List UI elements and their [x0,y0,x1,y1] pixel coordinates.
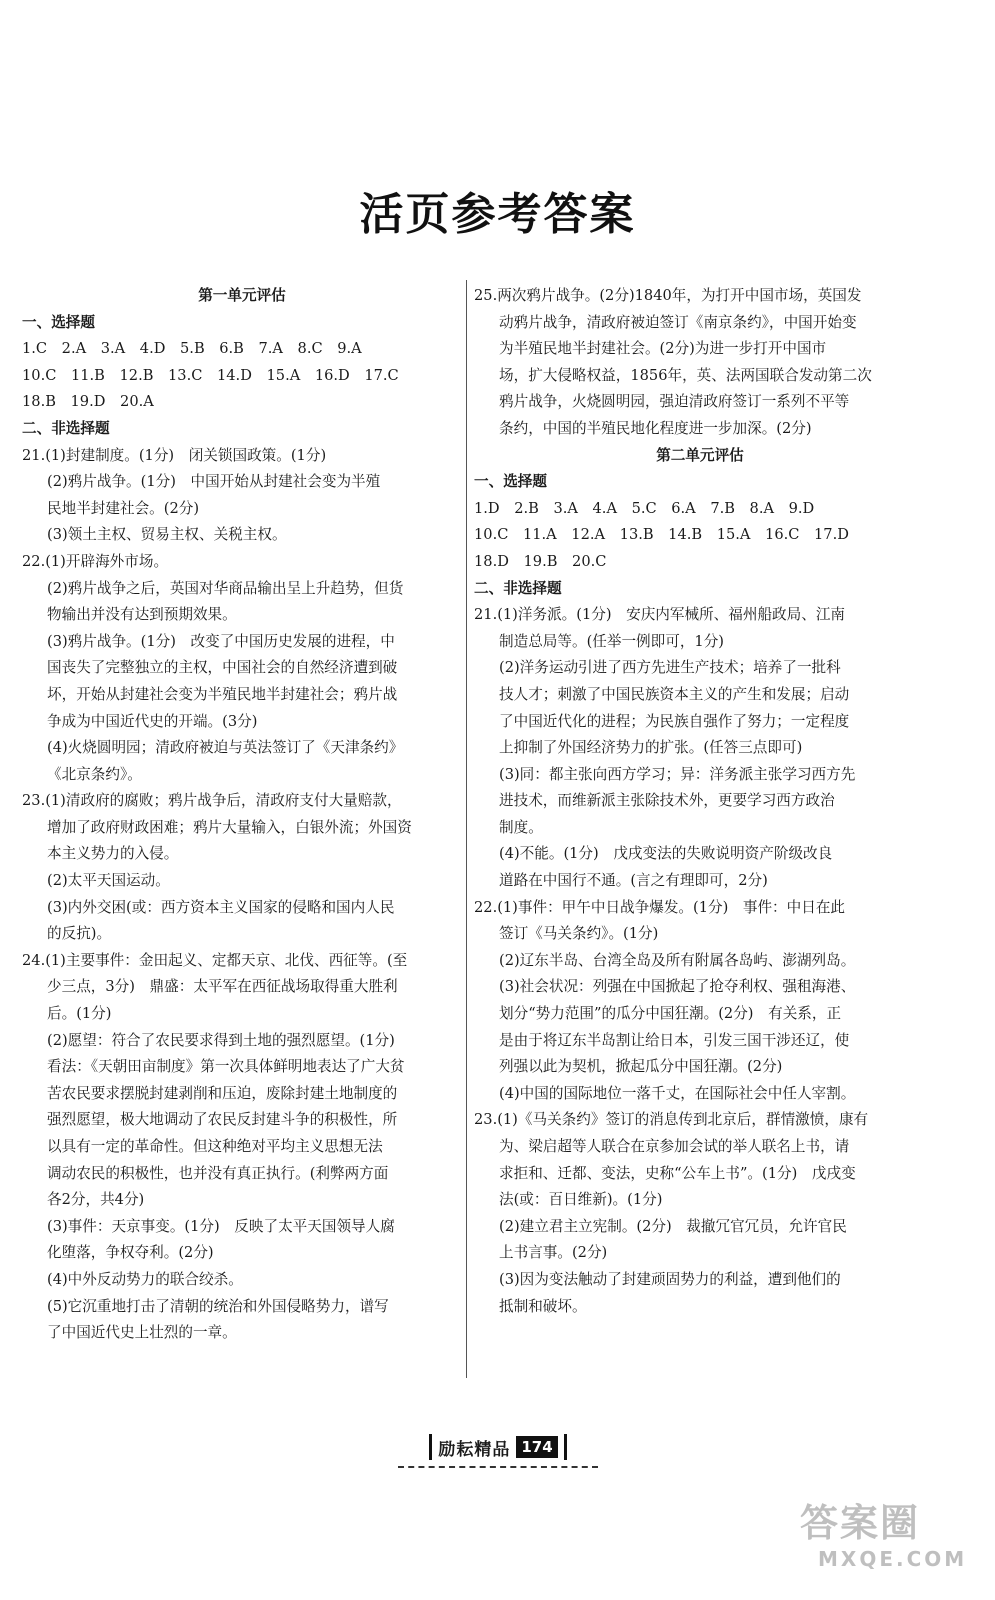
answer-line: (2)洋务运动引进了西方先进生产技术；培养了一批科 [499,659,841,677]
answer-line: 以具有一定的革命性。但这种绝对平均主义思想无法 [47,1138,383,1155]
answer-line: 法(或：百日维新)。(1分) [499,1191,663,1209]
answer-line: (4)中外反动势力的联合绞杀。 [47,1270,243,1288]
subsection-heading: 一、选择题 [22,313,95,331]
answer-line: 条约，中国的半殖民地化程度进一步加深。(2分) [499,419,812,437]
answer-line: (3)内外交困(或：西方资本主义国家的侵略和国内人民 [47,898,395,916]
answer-line: (2)建立君主立宪制。(2分) 裁撤冗官冗员，允许官民 [499,1217,847,1235]
answer-line: 了中国近代史上壮烈的一章。 [47,1324,237,1342]
answer-line: (2)太平天国运动。 [47,872,170,890]
watermark-sub: MXQE.COM [818,1547,968,1571]
page-number: 174 [516,1436,557,1458]
answer-line: (2)愿望：符合了农民要求得到土地的强烈愿望。(1分) [47,1031,395,1049]
right-column [474,283,926,1320]
answer-line: (2)辽东半岛、台湾全岛及所有附属各岛屿、澎湖列岛。 [499,951,856,969]
footer-dash-line [398,1466,598,1468]
answer-line: 18.B 19.D 20.A [22,393,154,411]
subsection-heading: 二、非选择题 [22,419,110,437]
answer-line: 上抑制了外国经济势力的扩张。(任答三点即可) [499,739,803,757]
answer-line: 为半殖民地半封建社会。(2分)为进一步打开中国市 [499,340,827,358]
answer-line: 制度。 [499,818,543,836]
page-footer [398,1430,598,1464]
answer-line: 民地半封建社会。(2分) [47,499,200,517]
answer-line: 争成为中国近代史的开端。(3分) [47,712,258,730]
subsection-heading: 一、选择题 [474,473,547,491]
answer-line: (2)鸦片战争。(1分) 中国开始从封建社会变为半殖 [47,473,381,491]
column-divider [466,280,467,1378]
answer-line: 少三点，3分) 鼎盛：太平军在西征战场取得重大胜利 [47,978,398,996]
answer-line: 强烈愿望，极大地调动了农民反封建斗争的积极性，所 [47,1111,398,1129]
answer-line: 坏，开始从封建社会变为半殖民地半封建社会；鸦片战 [47,685,398,703]
footer-bar-right [564,1434,567,1460]
answer-line: 22.(1)开辟海外市场。 [22,552,169,570]
answer-line: 各2分，共4分) [47,1191,145,1209]
section-heading: 第一单元评估 [198,287,286,304]
answer-line: (3)社会状况：列强在中国掀起了抢夺利权、强租海港、 [499,978,856,996]
subsection-heading: 二、非选择题 [474,579,562,597]
answer-line: 列强以此为契机，掀起瓜分中国狂潮。(2分) [499,1058,783,1076]
answer-line: 增加了政府财政困难；鸦片大量输入，白银外流；外国资 [47,818,412,836]
section-heading: 第二单元评估 [656,446,744,464]
answer-line: 《北京条约》。 [47,765,142,783]
answer-line: 25.两次鸦片战争。(2分)1840年，为打开中国市场，英国发 [474,287,862,304]
answer-line: 鸦片战争，火烧圆明园，强迫清政府签订一系列不平等 [499,393,850,411]
answer-line: 进技术，而维新派主张除技术外，更要学习西方政治 [499,792,835,810]
answer-line: 物输出并没有达到预期效果。 [47,606,237,624]
answer-line: 21.(1)封建制度。(1分) 闭关锁国政策。(1分) [22,446,327,464]
page-title: 活页参考答案 [359,189,636,240]
answer-line: 为、梁启超等人联合在京参加会试的举人联名上书，请 [499,1138,850,1155]
answer-line: 1.C 2.A 3.A 4.D 5.B 6.B 7.A 8.C 9.A [22,340,362,358]
answer-line: 抵制和破坏。 [499,1297,587,1315]
answer-line: (5)它沉重地打击了清朝的统治和外国侵略势力，谱写 [47,1297,389,1315]
answer-line: (2)鸦片战争之后，英国对华商品输出呈上升趋势，但货 [47,579,404,597]
answer-line: 23.(1)清政府的腐败；鸦片战争后，清政府支付大量赔款， [22,792,402,810]
footer-brand: 励耘精品 [438,1439,511,1460]
answer-line: 苦农民要求摆脱封建剥削和压迫，废除封建土地制度的 [47,1084,398,1102]
answer-line: (3)领土主权、贸易主权、关税主权。 [47,526,287,544]
answer-line: 看法：《天朝田亩制度》第一次具体鲜明地表达了广大贫 [47,1058,405,1076]
watermark-main: 答案圈 [800,1501,921,1545]
answer-line: (4)不能。(1分) 戊戌变法的失败说明资产阶级改良 [499,845,833,863]
answer-line: 签订《马关条约》。(1分) [499,925,659,943]
answer-line: 上书言事。(2分) [499,1244,608,1262]
answer-line: 10.C 11.B 12.B 13.C 14.D 15.A 16.D 17.C [22,366,399,384]
answer-line: 国丧失了完整独立的主权，中国社会的自然经济遭到破 [47,659,398,677]
answer-line: 求拒和、迁都、变法，史称“公车上书”。(1分) 戊戌变 [499,1164,856,1182]
answer-line: 10.C 11.A 12.A 13.B 14.B 15.A 16.C 17.D [474,526,849,544]
answer-line: 21.(1)洋务派。(1分) 安庆内军械所、福州船政局、江南 [474,606,846,624]
left-column [22,283,462,1347]
answer-line: 了中国近代化的进程；为民族自强作了努力；一定程度 [499,712,850,730]
answer-line: 1.D 2.B 3.A 4.A 5.C 6.A 7.B 8.A 9.D [474,499,815,517]
answer-line: 制造总局等。(任举一例即可，1分) [499,632,724,650]
answer-line: 划分“势力范围”的瓜分中国狂潮。(2分) 有关系，正 [499,1005,842,1023]
answer-line: (3)因为变法触动了封建顽固势力的利益，遭到他们的 [499,1270,841,1288]
answer-line: 22.(1)事件：甲午中日战争爆发。(1分) 事件：中日在此 [474,898,846,916]
answer-line: 24.(1)主要事件：金田起义、定都天京、北伐、西征等。(至 [22,951,408,969]
answer-line: 调动农民的积极性，也并没有真正执行。(利弊两方面 [47,1164,389,1182]
answer-line: (3)鸦片战争。(1分) 改变了中国历史发展的进程，中 [47,632,395,650]
answer-line: 道路在中国行不通。(言之有理即可，2分) [499,872,768,890]
answer-line: 后。(1分) [47,1005,112,1023]
watermark-logo [800,1500,980,1590]
answer-line: (4)中国的国际地位一落千丈，在国际社会中任人宰割。 [499,1084,856,1102]
answer-line: 18.D 19.B 20.C [474,552,607,570]
answer-line: (3)同：都主张向西方学习；异：洋务派主张学习西方先 [499,765,856,783]
answer-line: 化堕落，争权夺利。(2分) [47,1244,214,1262]
answer-line: 23.(1)《马关条约》签订的消息传到北京后，群情激愤，康有 [474,1111,869,1129]
answer-line: 技人才；刺激了中国民族资本主义的产生和发展；启动 [499,685,850,703]
answer-line: (3)事件：天京事变。(1分) 反映了太平天国领导人腐 [47,1217,395,1235]
answer-line: 本主义势力的入侵。 [47,845,179,863]
answer-line: 是由于将辽东半岛割让给日本，引发三国干涉还辽，使 [499,1031,850,1049]
answer-line: 场，扩大侵略权益，1856年，英、法两国联合发动第二次 [499,366,872,384]
footer-bar-left [429,1434,432,1460]
answer-line: (4)火烧圆明园；清政府被迫与英法签订了《天津条约》 [47,739,404,757]
answer-line: 动鸦片战争，清政府被迫签订《南京条约》，中国开始变 [499,313,857,331]
answer-line: 的反抗)。 [47,925,112,943]
